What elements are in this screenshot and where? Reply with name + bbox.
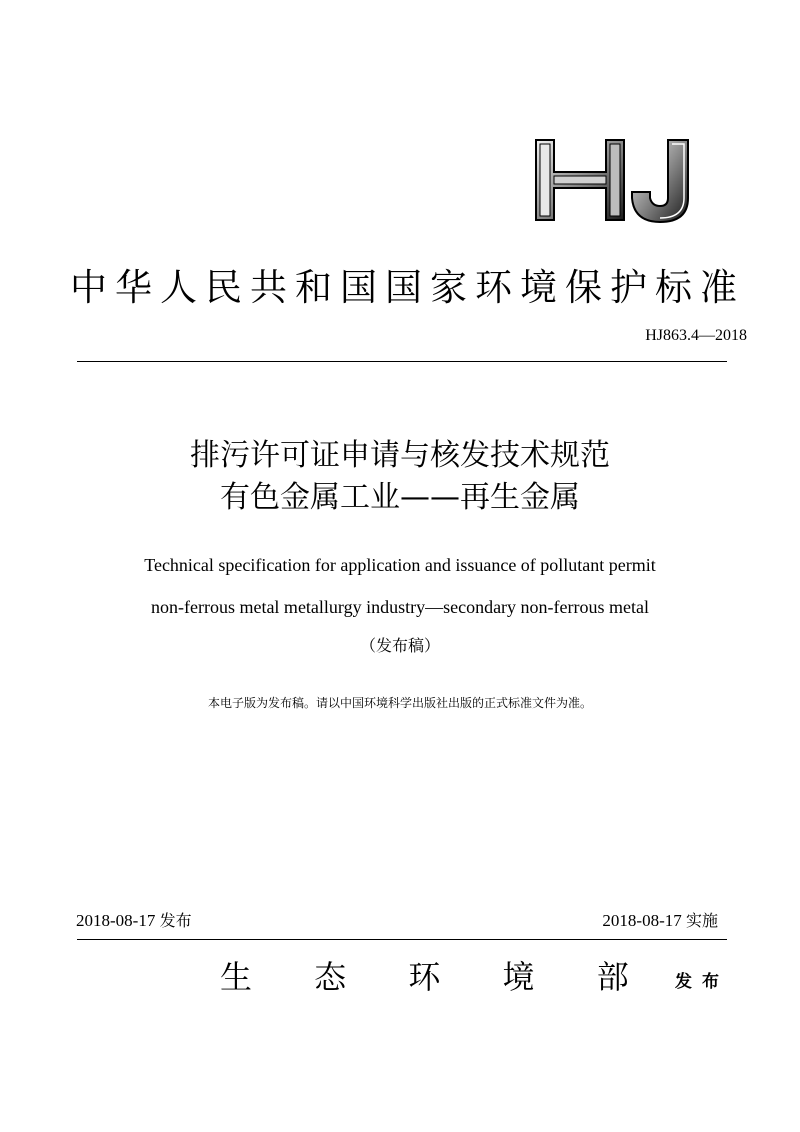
effective-date: 2018-08-17: [602, 911, 682, 930]
hj-logo: [534, 136, 692, 224]
issue-label: 发布: [159, 911, 192, 930]
electronic-version-notice: 本电子版为发布稿。请以中国环境科学出版社出版的正式标准文件为准。: [207, 696, 592, 710]
document-title-en-line2: non-ferrous metal metallurgy industry—secondary non-ferrous metal: [150, 597, 650, 617]
publisher-name: 生 态 环 境 部: [220, 958, 655, 996]
top-divider: [77, 361, 727, 362]
standard-category-title: 中华人民共和国国家环境保护标准: [70, 266, 745, 309]
document-title-cn-line2: 有色金属工业——再生金属: [220, 480, 580, 515]
issue-date-line: [76, 908, 192, 931]
document-title-en-line1: Technical specification for application and issuance of pollutant permit: [144, 555, 656, 575]
effective-label: 实施: [685, 911, 718, 930]
issue-date: 2018-08-17: [76, 911, 156, 930]
standard-number: HJ863.4—2018: [645, 327, 747, 344]
document-title-cn-line1: 排污许可证申请与核发技术规范: [190, 438, 610, 473]
draft-label: （发布稿）: [359, 636, 440, 655]
publish-label: 发布: [675, 972, 729, 992]
effective-date-line: [602, 908, 718, 931]
bottom-divider: [77, 939, 727, 940]
